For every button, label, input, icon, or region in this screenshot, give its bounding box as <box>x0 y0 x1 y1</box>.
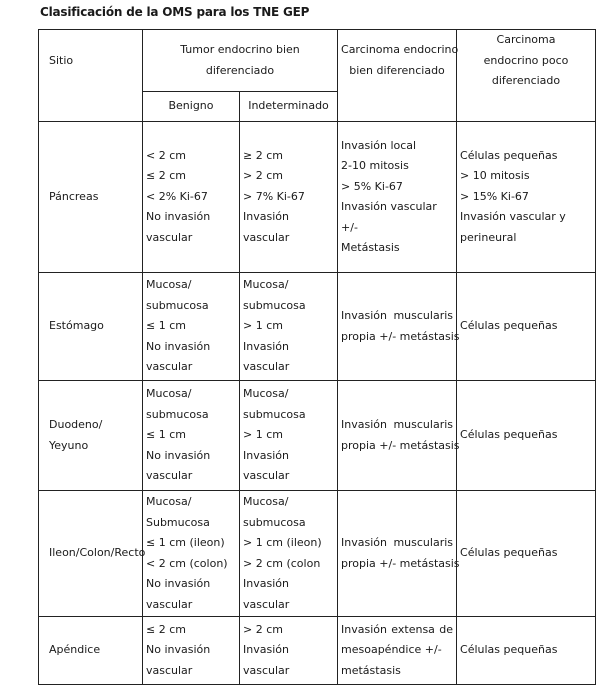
header-well-diff-carcinoma: Carcinoma endocrino bien diferenciado <box>338 30 457 92</box>
who-classification-table <box>38 29 596 685</box>
benign-cell: Mucosa/ submucosa ≤ 1 cm No invasión vascular <box>143 381 240 491</box>
well-diff-carcinoma-cell: Invasión local 2-10 mitosis > 5% Ki-67 Invasión vascular +/- Metástasis <box>338 122 457 273</box>
table-title: Clasificación de la OMS para los TNE GEP <box>40 5 310 19</box>
benign-cell: Mucosa/ Submucosa ≤ 1 cm (ileon) < 2 cm (colon) No invasión vascular <box>143 491 240 617</box>
well-diff-carcinoma-cell: Invasión extensa de mesoapéndice +/- metástasis <box>338 617 457 685</box>
poorly-diff-carcinoma-cell: Células pequeñas <box>457 491 596 617</box>
poorly-diff-carcinoma-cell: Células pequeñas <box>457 617 596 685</box>
subheader-indeterminate: Indeterminado <box>240 92 338 122</box>
site-cell: Ileon/Colon/Recto <box>39 491 143 617</box>
benign-cell: ≤ 2 cm No invasión vascular <box>143 617 240 685</box>
site-cell: Estómago <box>39 273 143 381</box>
header-site: Sitio <box>39 30 143 92</box>
table-row <box>39 491 596 617</box>
table-row <box>39 381 596 491</box>
poorly-diff-carcinoma-cell: Células pequeñas <box>457 273 596 381</box>
table-row <box>39 617 596 685</box>
table-row <box>39 273 596 381</box>
site-cell: Páncreas <box>39 122 143 273</box>
indeterminate-cell: ≥ 2 cm > 2 cm > 7% Ki-67 Invasión vascular <box>240 122 338 273</box>
subheader-site-empty <box>39 92 143 122</box>
table-row <box>39 122 596 273</box>
well-diff-carcinoma-cell: Invasión muscularis propia +/- metástasis <box>338 491 457 617</box>
subheader-wdc-empty <box>338 92 457 122</box>
benign-cell: Mucosa/ submucosa ≤ 1 cm No invasión vascular <box>143 273 240 381</box>
site-cell: Duodeno/ Yeyuno <box>39 381 143 491</box>
poorly-diff-carcinoma-cell: Células pequeñas <box>457 381 596 491</box>
subheader-row <box>39 92 596 122</box>
well-diff-carcinoma-cell: Invasión muscularis propia +/- metástasis <box>338 273 457 381</box>
indeterminate-cell: Mucosa/ submucosa > 1 cm Invasión vascular <box>240 381 338 491</box>
header-poorly-diff-carcinoma: Carcinoma endocrino poco diferenciado <box>457 30 596 92</box>
site-cell: Apéndice <box>39 617 143 685</box>
indeterminate-cell: > 2 cm Invasión vascular <box>240 617 338 685</box>
header-row <box>39 30 596 92</box>
subheader-benign: Benigno <box>143 92 240 122</box>
benign-cell: < 2 cm ≤ 2 cm < 2% Ki-67 No invasión vascular <box>143 122 240 273</box>
poorly-diff-carcinoma-cell: Células pequeñas > 10 mitosis > 15% Ki-67 Invasión vascular y perineural <box>457 122 596 273</box>
indeterminate-cell: Mucosa/ submucosa > 1 cm (ileon) > 2 cm (colon Invasión vascular <box>240 491 338 617</box>
indeterminate-cell: Mucosa/ submucosa > 1 cm Invasión vascular <box>240 273 338 381</box>
header-well-diff-tumor: Tumor endocrino bien diferenciado <box>143 30 338 92</box>
well-diff-carcinoma-cell: Invasión muscularis propia +/- metástasis <box>338 381 457 491</box>
subheader-pdc-empty <box>457 92 596 122</box>
